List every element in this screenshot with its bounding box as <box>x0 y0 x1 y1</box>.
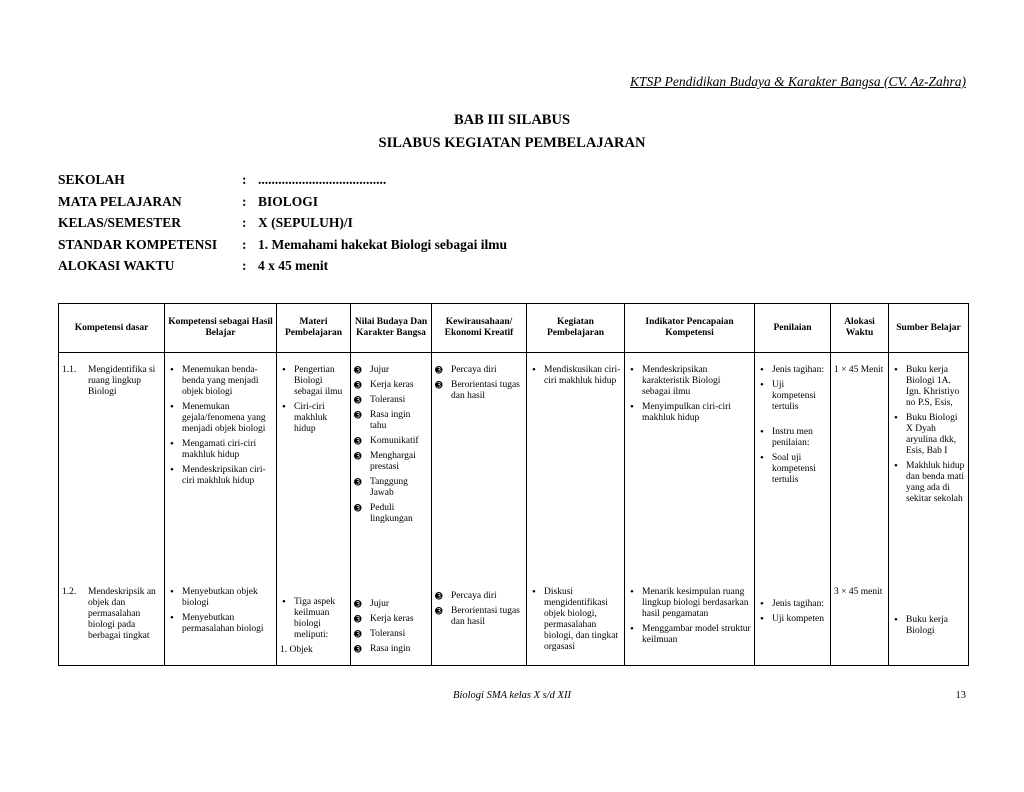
list-item: • Menemukan benda-benda yang menjadi objek biologi <box>168 365 273 398</box>
kd-text: Mengidentifika si ruang lingkup Biologi <box>88 365 156 397</box>
section-title: SILABUS KEGIATAN PEMBELAJARAN <box>378 135 646 151</box>
col-header: Materi Pembelajaran <box>277 304 351 353</box>
col-header: Kegiatan Pembelajaran <box>527 304 625 353</box>
list-item: ➌ Kerja keras <box>354 614 428 625</box>
materi-cell <box>277 585 351 665</box>
info-colon: : <box>242 236 247 252</box>
info-row <box>58 258 507 280</box>
list-item: • Jenis tagihan: <box>758 365 827 376</box>
list-item: ➌ Berorientasi tugas dan hasil <box>435 606 523 628</box>
list-item: • Instru men penilaian: <box>758 427 827 449</box>
page-number: 13 <box>955 690 966 701</box>
materi-sub: 1. Objek <box>280 645 313 655</box>
list-item: ➌ Jujur <box>354 599 428 610</box>
running-footer: Biologi SMA kelas X s/d XII <box>453 690 571 701</box>
info-label: SEKOLAH <box>58 172 125 187</box>
col-header: Alokasi Waktu <box>831 304 889 353</box>
nilai-cell <box>351 585 432 665</box>
list-item: • Buku kerja Biologi <box>892 615 965 637</box>
list-item: ➌ Rasa ingin tahu <box>354 410 428 432</box>
sumber-cell <box>889 363 969 585</box>
table-row <box>59 585 969 665</box>
kd-cell <box>59 585 165 665</box>
list-item: • Mengamati ciri-ciri makhluk hidup <box>168 439 273 461</box>
kd-cell <box>59 363 165 585</box>
list-item: ➌ Percaya diri <box>435 591 523 602</box>
alokasi-cell: 3 × 45 menit <box>831 585 889 665</box>
list-item: • Pengertian Biologi sebagai ilmu <box>280 365 347 398</box>
col-header: Sumber Belajar <box>889 304 969 353</box>
list-item: ➌ Berorientasi tugas dan hasil <box>435 380 523 402</box>
col-header: Kewirausahaan/ Ekonomi Kreatif <box>432 304 527 353</box>
info-value: ...................................... <box>258 172 387 187</box>
kegiatan-cell <box>527 363 625 585</box>
kd-number: 1.1. <box>62 365 77 375</box>
penilaian-cell <box>755 363 831 585</box>
col-header: Nilai Budaya Dan Karakter Bangsa <box>351 304 432 353</box>
list-item: ➌ Rasa ingin <box>354 644 428 655</box>
col-header: Indikator Pencapaian Kompetensi <box>625 304 755 353</box>
penilaian-cell <box>755 585 831 665</box>
khb-cell <box>165 585 277 665</box>
list-item: • Tiga aspek keilmuan biologi meliputi: <box>280 597 347 641</box>
list-item: ➌ Kerja keras <box>354 380 428 391</box>
list-item: ➌ Komunikatif <box>354 436 428 447</box>
col-header: Kompetensi sebagai Hasil Belajar <box>165 304 277 353</box>
info-label: STANDAR KOMPETENSI <box>58 236 218 252</box>
list-item: • Menyebutkan objek biologi <box>168 587 273 609</box>
info-label: KELAS/SEMESTER <box>58 215 182 230</box>
list-item: ➌ Menghargai prestasi <box>354 451 428 473</box>
table-header-row <box>59 304 969 353</box>
list-item: • Uji kompetensi tertulis <box>758 380 827 413</box>
info-value: BIOLOGI <box>258 193 319 209</box>
alokasi-cell: 1 × 45 Menit <box>831 363 889 585</box>
list-item: • Menggambar model struktur keilmuan <box>628 624 751 646</box>
list-item: • Mendeskripsikan ciri-ciri makhluk hidup <box>168 465 273 487</box>
info-row <box>58 172 507 194</box>
info-colon: : <box>242 172 247 187</box>
list-item: ➌ Peduli lingkungan <box>354 503 428 525</box>
list-item: ➌ Jujur <box>354 365 428 376</box>
info-colon: : <box>242 193 247 209</box>
list-item: • Soal uji kompetensi tertulis <box>758 453 827 486</box>
list-item: ➌ Toleransi <box>354 629 428 640</box>
info-label: ALOKASI WAKTU <box>58 258 175 273</box>
kd-text: Mendeskripsik an objek dan permasalahan biologi pada berbagai tingkat <box>88 587 156 641</box>
table-row <box>59 363 969 585</box>
sumber-cell <box>889 585 969 665</box>
khb-cell <box>165 363 277 585</box>
col-header: Kompetensi dasar <box>59 304 165 353</box>
list-item: • Menyimpulkan ciri-ciri makhluk hidup <box>628 402 751 424</box>
list-item: • Diskusi mengidentifikasi objek biologi, permasalahan biologi, dan tingkat orgasasi <box>530 587 621 653</box>
kwu-cell <box>432 363 527 585</box>
list-item: • Ciri-ciri makhluk hidup <box>280 402 347 435</box>
info-colon: : <box>242 258 247 273</box>
spacer-row <box>59 353 969 364</box>
kwu-cell <box>432 585 527 665</box>
indikator-cell <box>625 585 755 665</box>
list-item: • Menemukan gejala/fenomena yang menjadi objek biologi <box>168 402 273 435</box>
list-item: • Buku kerja Biologi 1A. Ign. Khristiyo no P.S, Esis, <box>892 365 965 409</box>
chapter-title: BAB III SILABUS <box>453 112 571 128</box>
info-row <box>58 237 507 259</box>
running-header: KTSP Pendidikan Budaya & Karakter Bangsa (CV. Az-Zahra) <box>630 74 966 89</box>
list-item: • Makhluk hidup dan benda mati yang ada di sekitar sekolah <box>892 461 965 505</box>
info-value: X (SEPULUH)/I <box>258 215 353 230</box>
info-row <box>58 194 507 216</box>
info-colon: : <box>242 215 247 230</box>
info-row <box>58 215 507 237</box>
kegiatan-cell <box>527 585 625 665</box>
list-item: • Mendiskusikan ciri-ciri makhluk hidup <box>530 365 621 387</box>
syllabus-table <box>58 303 969 666</box>
list-item: • Jenis tagihan: <box>758 599 827 610</box>
info-label: MATA PELAJARAN <box>58 193 182 209</box>
identity-block <box>58 172 507 280</box>
list-item: ➌ Toleransi <box>354 395 428 406</box>
nilai-cell <box>351 363 432 585</box>
list-item: • Mendeskripsikan karakteristik Biologi sebagai ilmu <box>628 365 751 398</box>
materi-cell <box>277 363 351 585</box>
list-item: • Uji kompeten <box>758 614 827 625</box>
info-value: 1. Memahami hakekat Biologi sebagai ilmu <box>258 236 508 252</box>
indikator-cell <box>625 363 755 585</box>
kd-number: 1.2. <box>62 587 77 597</box>
info-value: 4 x 45 menit <box>258 258 329 273</box>
list-item: ➌ Percaya diri <box>435 365 523 376</box>
list-item: • Menarik kesimpulan ruang lingkup biologi berdasarkan hasil pengamatan <box>628 587 751 620</box>
list-item: • Buku Biologi X Dyah aryulina dkk, Esis, Bab I <box>892 413 965 457</box>
list-item: ➌ Tanggung Jawab <box>354 477 428 499</box>
list-item: • Menyebutkan permasalahan biologi <box>168 613 273 635</box>
col-header: Penilaian <box>755 304 831 353</box>
